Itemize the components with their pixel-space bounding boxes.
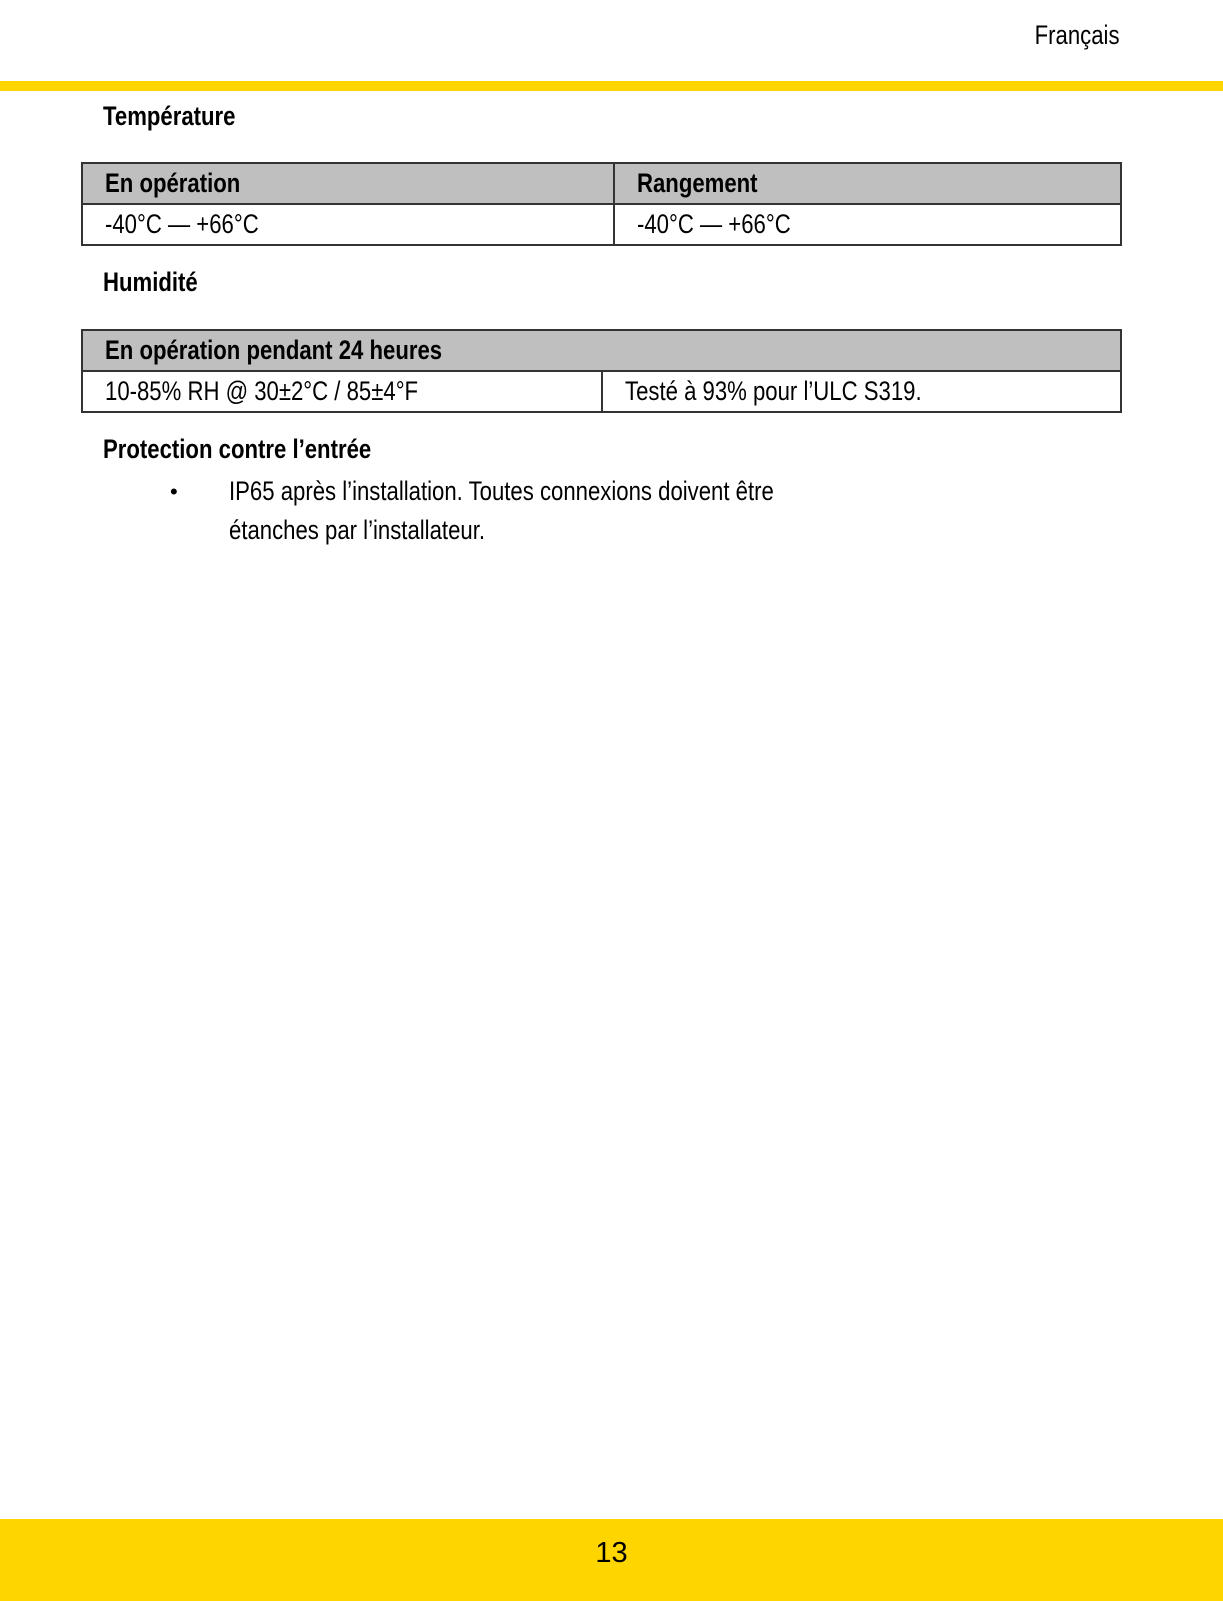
column-header-storage bbox=[614, 163, 1121, 204]
cell-value: -40°C — +66°C bbox=[105, 209, 259, 239]
column-header-label: Rangement bbox=[637, 168, 758, 198]
ingress-bullet-list bbox=[170, 472, 990, 550]
temperature-heading: Température bbox=[103, 101, 236, 131]
table-header-row bbox=[82, 163, 1121, 204]
language-label: Français bbox=[1035, 20, 1120, 50]
cell-value: Testé à 93% pour l’ULC S319. bbox=[624, 376, 922, 406]
column-header-label: En opération pendant 24 heures bbox=[105, 335, 443, 365]
bullet-icon: • bbox=[170, 479, 178, 504]
cell-value: -40°C — +66°C bbox=[637, 209, 791, 239]
header-rule bbox=[0, 81, 1223, 91]
ingress-protection-heading: Protection contre l’entrée bbox=[103, 434, 372, 464]
table-row bbox=[82, 204, 1121, 245]
page-number: 13 bbox=[595, 1537, 628, 1569]
cell-value: 10-85% RH @ 30±2°C / 85±4°F bbox=[105, 376, 419, 406]
column-header-operation bbox=[82, 163, 614, 204]
column-header-operation-24h bbox=[82, 330, 1121, 371]
table-cell bbox=[614, 204, 1121, 245]
table-header-row bbox=[82, 330, 1121, 371]
bullet-text: IP65 après l’installation. Toutes connexions doivent être étanches par l’installateur. bbox=[229, 476, 774, 545]
humidity-table bbox=[81, 329, 1122, 413]
table-cell bbox=[602, 371, 1122, 412]
table-cell bbox=[82, 371, 602, 412]
temperature-table bbox=[81, 162, 1122, 246]
table-cell bbox=[82, 204, 614, 245]
humidity-heading: Humidité bbox=[103, 267, 198, 297]
table-row bbox=[82, 371, 1121, 412]
list-item bbox=[170, 472, 990, 550]
column-header-label: En opération bbox=[105, 168, 241, 198]
